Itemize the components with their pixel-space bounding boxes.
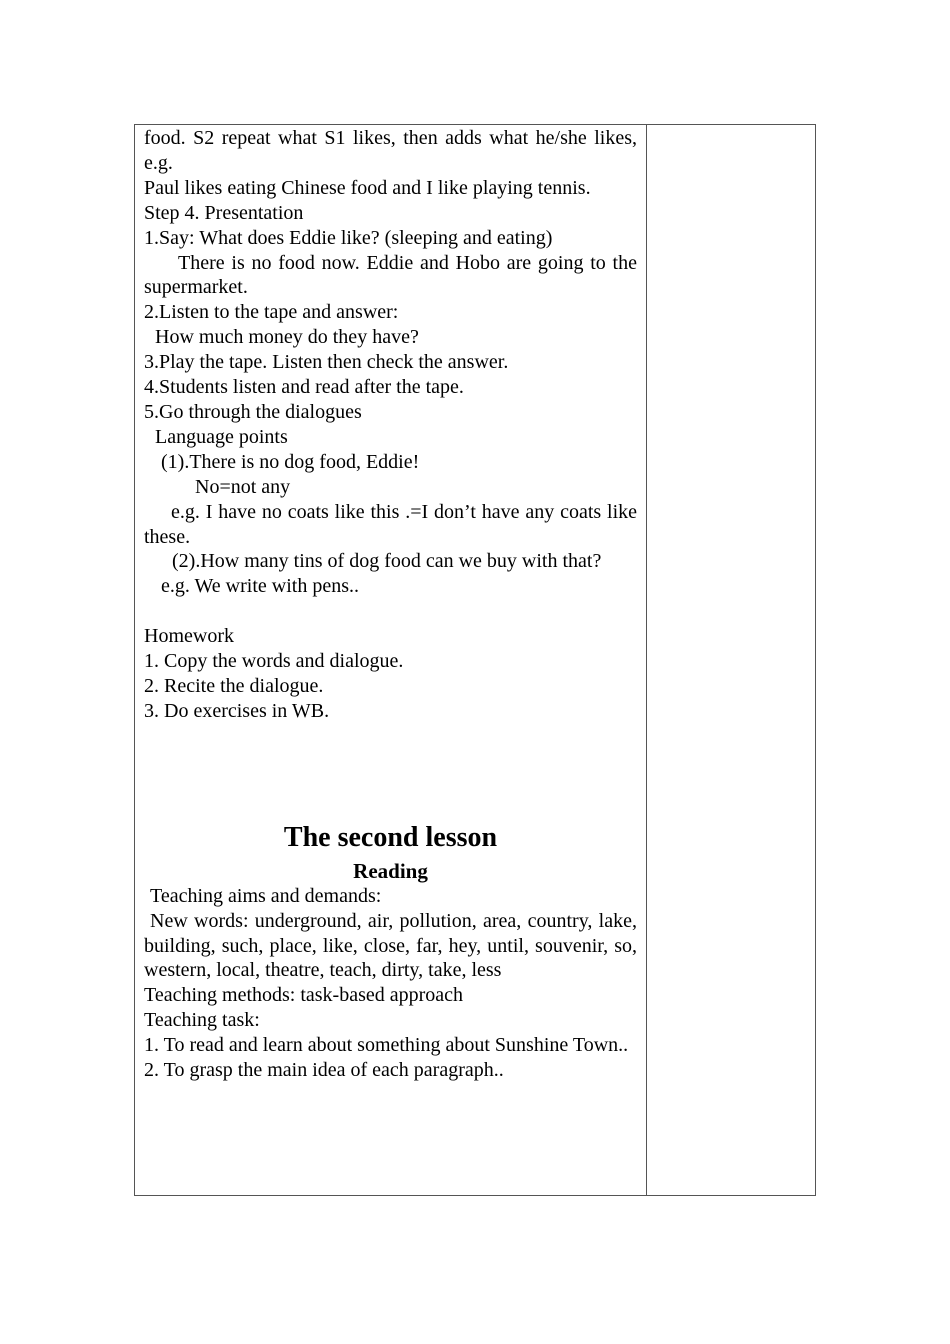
new-words: New words: underground, air, pollution, area, country, lake, building, such, place, like, close, far, hey, until, souvenir, so, western, local, theatre, teach, dirty, take, less bbox=[144, 909, 637, 982]
language-point-example-1: e.g. I have no coats like this .=I don’t have any coats like these. bbox=[144, 500, 637, 548]
language-point-2: (2).How many tins of dog food can we buy with that? bbox=[172, 550, 602, 573]
teaching-task-1: 1. To read and learn about something about Sunshine Town.. bbox=[144, 1034, 629, 1057]
reading-subtitle: Reading bbox=[353, 858, 428, 883]
homework-item: 3. Do exercises in WB. bbox=[144, 699, 330, 722]
lesson-plan-table bbox=[134, 124, 816, 1196]
language-point-1: (1).There is no dog food, Eddie! bbox=[161, 450, 420, 473]
teaching-task-2: 2. To grasp the main idea of each paragraph.. bbox=[144, 1059, 504, 1082]
presentation-item-1: 1.Say: What does Eddie like? (sleeping and eating) bbox=[144, 226, 553, 249]
homework-title: Homework bbox=[144, 625, 234, 648]
notes-cell bbox=[647, 125, 815, 1195]
homework-item: 1. Copy the words and dialogue. bbox=[144, 650, 404, 673]
presentation-context: There is no food now. Eddie and Hobo are going to the supermarket. bbox=[144, 251, 637, 299]
lesson-content-cell bbox=[135, 125, 647, 1195]
example-line: Paul likes eating Chinese food and I like playing tennis. bbox=[144, 176, 591, 199]
presentation-item-5: 5.Go through the dialogues bbox=[144, 400, 362, 423]
presentation-item-4: 4.Students listen and read after the tape. bbox=[144, 376, 464, 399]
teaching-task-title: Teaching task: bbox=[144, 1009, 260, 1032]
second-lesson-title: The second lesson bbox=[283, 821, 498, 853]
language-point-note: No=not any bbox=[195, 475, 291, 498]
language-points-heading: Language points bbox=[155, 425, 288, 448]
spacer bbox=[144, 599, 637, 624]
presentation-item-3: 3.Play the tape. Listen then check the answer. bbox=[144, 351, 509, 374]
homework-item: 2. Recite the dialogue. bbox=[144, 674, 324, 697]
step-heading: Step 4. Presentation bbox=[144, 201, 304, 224]
teaching-aims: Teaching aims and demands: bbox=[150, 884, 382, 907]
teaching-methods: Teaching methods: task-based approach bbox=[144, 984, 464, 1007]
activity-line: food. S2 repeat what S1 likes, then adds what he/she likes, e.g. bbox=[144, 127, 637, 174]
question-line: How much money do they have? bbox=[155, 326, 419, 349]
language-point-example-2: e.g. We write with pens.. bbox=[161, 575, 359, 598]
presentation-item-2: 2.Listen to the tape and answer: bbox=[144, 301, 399, 324]
